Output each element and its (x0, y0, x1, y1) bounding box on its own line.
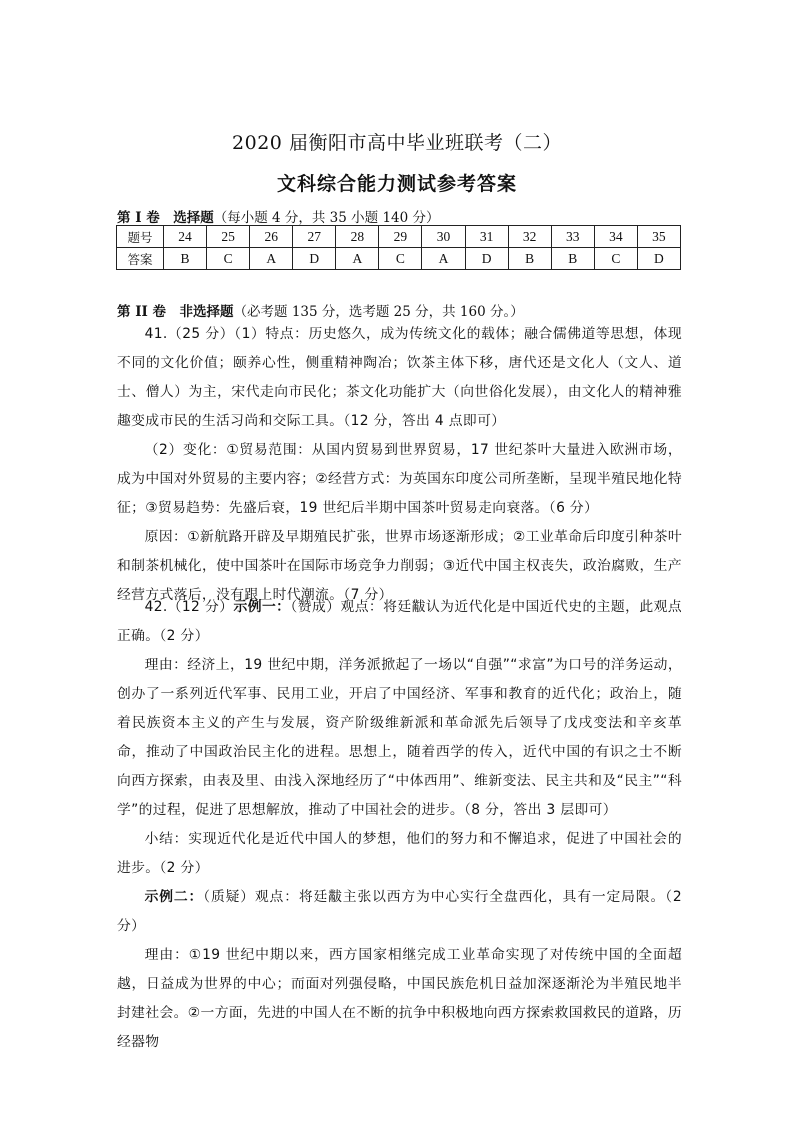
section-2-title: 第 II 卷 非选择题 (117, 304, 234, 320)
answer-cell: A (336, 248, 379, 270)
answer-cell: C (207, 248, 250, 270)
question-number: 34 (594, 226, 637, 248)
row-label-number: 题号 (117, 226, 164, 248)
question-42-block (117, 593, 682, 1057)
answer-cell: B (164, 248, 207, 270)
answer-cell: D (637, 248, 680, 270)
answer-cell: D (465, 248, 508, 270)
answer-cell: C (594, 248, 637, 270)
section-1-note: （每小题 4 分，共 35 小题 140 分） (213, 210, 440, 226)
answer-cell: C (379, 248, 422, 270)
row-label-answer: 答案 (117, 248, 164, 270)
question-number: 25 (207, 226, 250, 248)
answer-cell: B (508, 248, 551, 270)
question-number: 29 (379, 226, 422, 248)
q42-paragraph-4 (117, 883, 682, 941)
answer-cell: D (293, 248, 336, 270)
question-number: 24 (164, 226, 207, 248)
question-number: 32 (508, 226, 551, 248)
section-2-heading (117, 300, 524, 320)
example-2-label: 示例二： (144, 889, 204, 905)
q42-paragraph-1 (117, 593, 682, 651)
table-row-answers (117, 248, 681, 270)
document-title: 2020 届衡阳市高中毕业班联考（二） (232, 132, 562, 154)
q42-paragraph-3: 小结：实现近代化是近代中国人的梦想，他们的努力和不懈追求，促进了中国社会的进步。（2 分） (117, 831, 682, 876)
answer-cell: B (551, 248, 594, 270)
section-1-heading (117, 206, 440, 226)
q42-number: 42.（12 分） (144, 599, 234, 615)
answer-cell: A (422, 248, 465, 270)
table-row-numbers (117, 226, 681, 248)
answer-cell: A (250, 248, 293, 270)
answer-table (116, 225, 681, 270)
section-2-note: （必考题 135 分，选考题 25 分，共 160 分。） (233, 304, 524, 320)
example-1-label: 示例一： (233, 599, 291, 615)
q42-example-1-view: （赞成）观点：将廷黻认为近代化是中国近代史的主题，此观点正确。（2 分） (117, 599, 682, 644)
q41-paragraph-2: （2）变化：①贸易范围：从国内贸易到世界贸易，17 世纪茶叶大量进入欧洲市场，成为中国对外贸易的主要内容；②经营方式：为英国东印度公司所垄断，呈现半殖民地化特征；③贸易趋势：先盛后衰，19 世纪后半期中国茶叶贸易走向衰落。（6 分） (117, 442, 682, 516)
question-41-block (117, 320, 682, 610)
question-number: 27 (293, 226, 336, 248)
q42-paragraph-5: 理由：①19 世纪中期以来，西方国家相继完成工业革命实现了对传统中国的全面超越，日益成为世界的中心；而面对列强侵略，中国民族危机日益加深逐渐沦为半殖民地半封建社会。②一方面，先进的中国人在不断的抗争中积极地向西方探索救国救民的道路，历经器物 (117, 947, 682, 1050)
q41-paragraph-1: 41.（25 分）（1）特点：历史悠久，成为传统文化的载体；融合儒佛道等思想，体现不同的文化价值；颐养心性，侧重精神陶冶；饮茶主体下移，唐代还是文化人（文人、道士、僧人）为主，宋代走向市民化；茶文化功能扩大（向世俗化发展），由文化人的精神雅趣变成市民的生活习尚和交际工具。（12 分，答出 4 点即可） (117, 326, 682, 429)
question-number: 30 (422, 226, 465, 248)
question-number: 26 (250, 226, 293, 248)
q42-paragraph-2: 理由：经济上，19 世纪中期，洋务派掀起了一场以“自强”“求富”为口号的洋务运动，创办了一系列近代军事、民用工业，开启了中国经济、军事和教育的近代化；政治上，随着民族资本主义的产生与发展，资产阶级维新派和革命派先后领导了戊戌变法和辛亥革命，推动了中国政治民主化的进程。思想上，随着西学的传入，近代中国的有识之士不断向西方探索，由表及里、由浅入深地经历了“中体西用”、维新变法、民主共和及“民主”“科学”的过程，促进了思想解放，推动了中国社会的进步。（8 分，答出 3 层即可） (117, 657, 682, 818)
q41-paragraph-3: 原因：①新航路开辟及早期殖民扩张，世界市场逐渐形成；②工业革命后印度引种茶叶和制茶机械化，使中国茶叶在国际市场竞争力削弱；③近代中国主权丧失，政治腐败，生产经营方式落后，没有跟上时代潮流。（7 分） (117, 529, 682, 603)
section-1-title: 第 I 卷 选择题 (117, 210, 214, 226)
question-number: 28 (336, 226, 379, 248)
document-subtitle: 文科综合能力测试参考答案 (276, 173, 517, 195)
question-number: 31 (465, 226, 508, 248)
question-number: 33 (551, 226, 594, 248)
q42-example-2-view: （质疑）观点：将廷黻主张以西方为中心实行全盘西化，具有一定局限。（2 分） (117, 889, 682, 934)
question-number: 35 (637, 226, 680, 248)
